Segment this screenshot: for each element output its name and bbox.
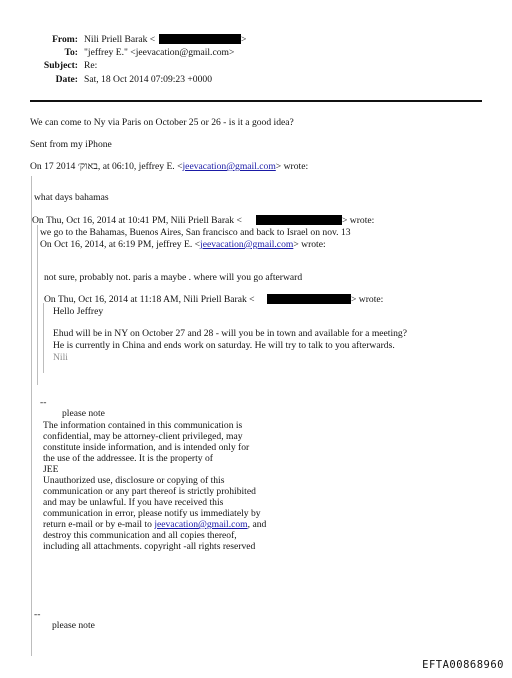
email-link[interactable]: jeevacation@gmail.com (154, 519, 248, 530)
disclaimer-email-line (43, 519, 266, 530)
quote-bar-2 (37, 225, 38, 385)
quote-header-3-pre: On Oct 16, 2014, at 6:19 PM, jeffrey E. < (40, 239, 201, 250)
disclaimer-line: constitute inside information, and is intended only for (43, 442, 250, 453)
quote-header-4-pre: On Thu, Oct 16, 2014 at 11:18 AM, Nili Priell Barak < (44, 294, 255, 305)
date-value: Sat, 18 Oct 2014 07:09:23 +0000 (84, 74, 212, 85)
subject-label: Subject: (43, 60, 78, 71)
disclaimer-dashes: -- (40, 397, 47, 408)
disclaimer-line: Unauthorized use, disclosure or copying of this (43, 475, 225, 486)
disclaimer-email-post: , and (247, 519, 267, 530)
disclaimer-line: JEE (43, 464, 59, 475)
subject-value: Re: (84, 60, 98, 71)
disclaimer-line: communication or any part thereof is strictly prohibited (43, 486, 256, 497)
from-tail: > (241, 34, 247, 45)
disclaimer-line: including all attachments. copyright -all rights reserved (43, 541, 256, 552)
quote-header-2-post: > wrote: (342, 215, 375, 226)
redaction-box (267, 294, 351, 304)
quote-1-text: what days bahamas (34, 192, 109, 203)
to-label: To: (64, 47, 78, 58)
quote-bar-1 (31, 176, 32, 656)
quote-4-signature: Nili (53, 352, 68, 363)
date-label: Date: (55, 74, 78, 85)
quote-header-4-post: > wrote: (351, 294, 384, 305)
disclaimer-email-pre: return e-mail or by e-mail to (43, 519, 155, 530)
document-id: EFTA00868960 (422, 659, 504, 671)
email-link[interactable]: jeevacation@gmail.com (182, 161, 276, 172)
quote-4-line-2: He is currently in China and ends work on saturday. He will try to talk to you afterwards. (53, 340, 395, 351)
email-link[interactable]: jeevacation@gmail.com (200, 239, 294, 250)
quote-header-1 (30, 161, 308, 172)
body-line-2: Sent from my iPhone (30, 139, 112, 150)
trailer-heading: please note (52, 620, 95, 631)
trailer-dashes: -- (34, 609, 41, 620)
body-line-1: We can come to Ny via Paris on October 25 or 26 - is it a good idea? (30, 117, 294, 128)
disclaimer-line: the use of the addressee. It is the property of (43, 453, 213, 464)
quote-3-text: not sure, probably not. paris a maybe . where will you go afterward (44, 272, 303, 283)
redaction-box (256, 215, 342, 225)
redaction-box (159, 34, 241, 44)
disclaimer-line: destroy this communication and all copies thereof, (43, 530, 237, 541)
quote-header-3-post: > wrote: (293, 239, 326, 250)
quote-4-hello: Hello Jeffrey (53, 306, 104, 317)
disclaimer-heading: please note (62, 408, 105, 419)
quote-header-3 (40, 239, 326, 250)
disclaimer-line: confidential, may be attorney-client privileged, may (43, 431, 243, 442)
to-value: "jeffrey E." <jeevacation@gmail.com> (84, 47, 235, 58)
from-value: Nili Priell Barak < (84, 34, 156, 45)
quote-header-2-pre: On Thu, Oct 16, 2014 at 10:41 PM, Nili Priell Barak < (32, 215, 242, 226)
disclaimer-line: communication in error, please notify us immediately by (43, 508, 261, 519)
quote-header-1-pre: On 17 2014 באוק׳, at 06:10, jeffrey E. < (30, 161, 183, 172)
disclaimer-line: The information contained in this communication is (43, 420, 243, 431)
disclaimer-line: and may be unlawful. If you have received this (43, 497, 224, 508)
header-divider (30, 100, 482, 102)
quote-4-line-1: Ehud will be in NY on October 27 and 28 - will you be in town and available for a meeting? (53, 328, 407, 339)
quote-header-1-post: > wrote: (275, 161, 309, 172)
quote-2-text: we go to the Bahamas, Buenos Aires, San francisco and back to Israel on nov. 13 (40, 227, 351, 238)
from-label: From: (52, 34, 78, 45)
quote-bar-3 (43, 303, 44, 373)
